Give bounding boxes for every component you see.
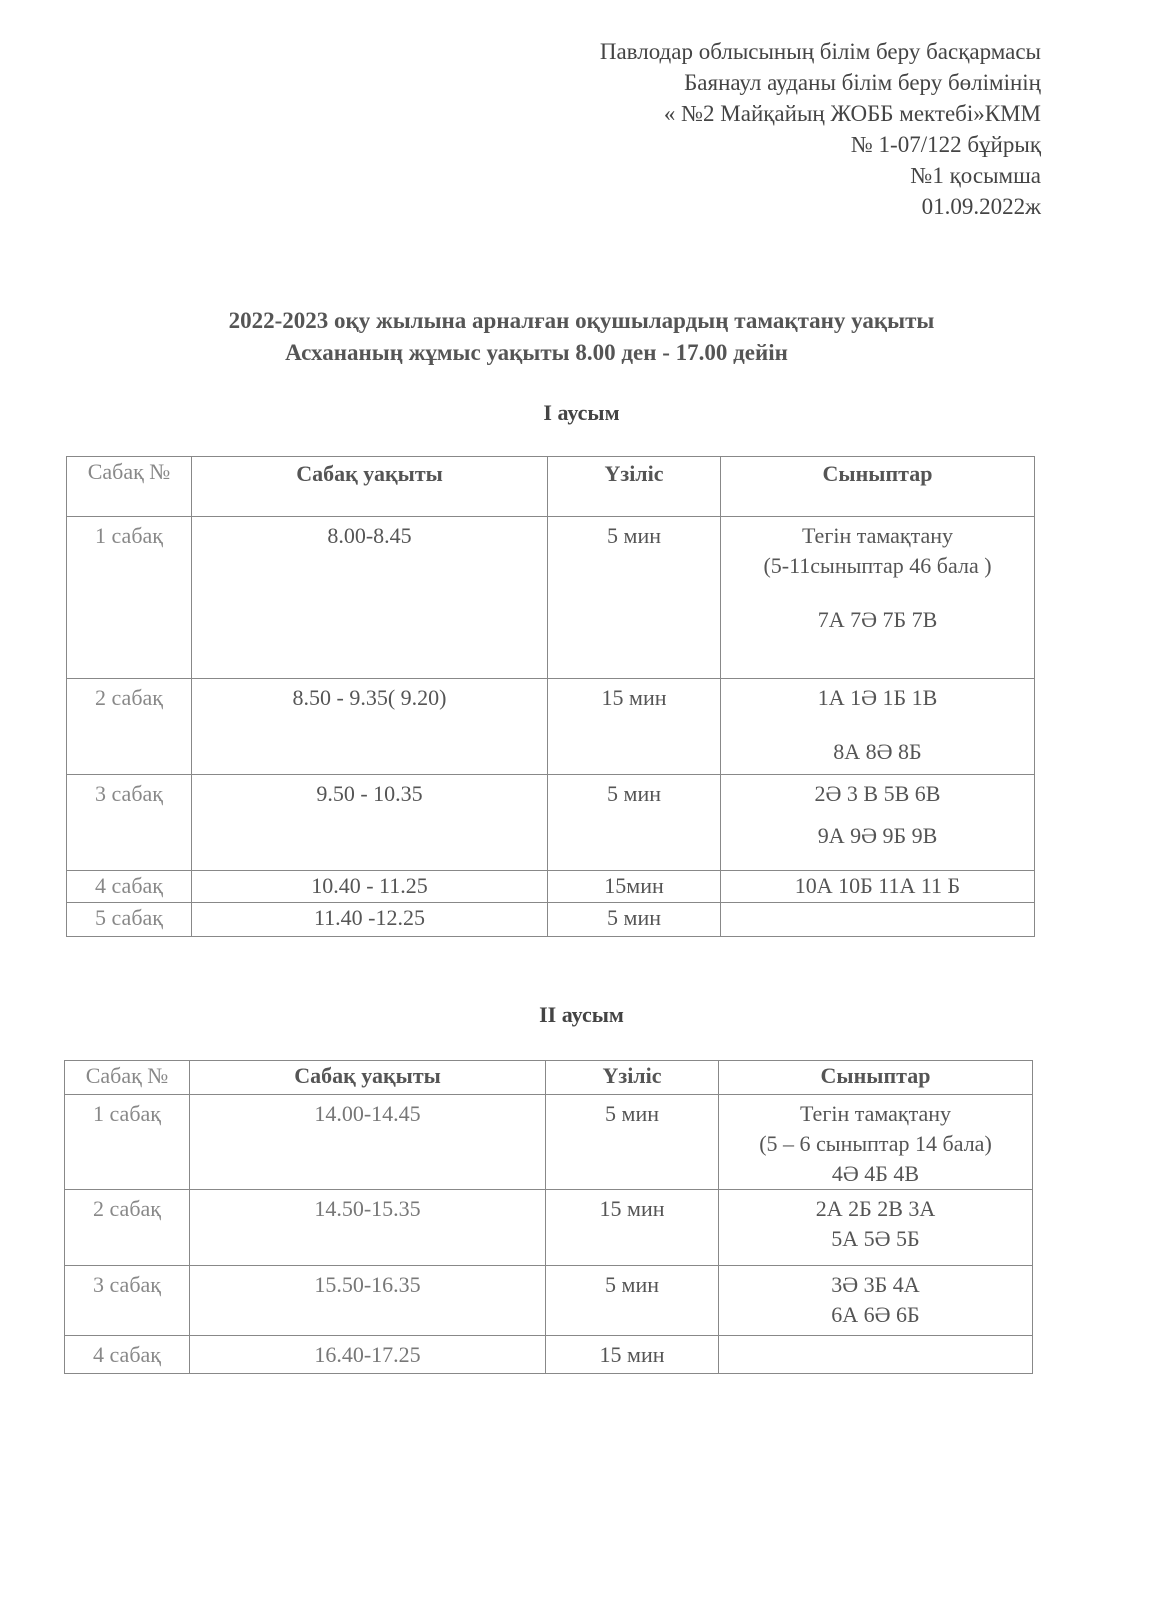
break-duration: 15 мин <box>546 1336 719 1374</box>
lesson-number: 1 сабақ <box>65 1095 190 1190</box>
break-duration: 5 мин <box>546 1266 719 1336</box>
classes-line: 5А 5Ә 5Б <box>831 1226 920 1251</box>
lesson-number: 5 сабақ <box>67 903 192 937</box>
header-line-ministry: Павлодар облысының білім беру басқармасы <box>599 39 1041 64</box>
lesson-time: 16.40-17.25 <box>190 1336 546 1374</box>
classes-line: Тегін тамақтану <box>801 523 954 548</box>
classes-line: 4Ә 4Б 4В <box>831 1161 920 1186</box>
col-header-time: Сабақ уақыты <box>192 457 548 517</box>
classes-line: 2А 2Б 2В 3А <box>815 1196 936 1221</box>
lesson-time: 10.40 - 11.25 <box>192 871 548 903</box>
shift1-title: I аусым <box>543 400 620 425</box>
classes-cell: 10А 10Б 11А 11 Б <box>721 871 1035 903</box>
table-row <box>67 871 1035 903</box>
classes-line: Тегін тамақтану <box>799 1101 952 1126</box>
document-title: 2022-2023 оқу жылына арналған оқушылардың тамақтану уақыты <box>228 308 935 333</box>
classes-cell <box>719 1336 1033 1374</box>
lesson-number: 2 сабақ <box>67 679 192 775</box>
classes-cell <box>721 775 1035 871</box>
header-line-appendix: №1 қосымша <box>910 163 1041 188</box>
break-duration: 15мин <box>548 871 721 903</box>
col-header-classes: Сыныптар <box>719 1061 1033 1095</box>
table-row <box>67 775 1035 871</box>
lesson-number: 1 сабақ <box>67 517 192 679</box>
lesson-time: 9.50 - 10.35 <box>192 775 548 871</box>
table-row <box>65 1336 1033 1374</box>
lesson-number: 4 сабақ <box>65 1336 190 1374</box>
classes-line: (5 – 6 сыныптар 14 бала) <box>759 1131 992 1156</box>
table-row <box>65 1266 1033 1336</box>
lesson-time: 14.00-14.45 <box>190 1095 546 1190</box>
shift2-header-row <box>65 1061 1033 1095</box>
classes-line: 1А 1Ә 1Б 1В <box>817 685 938 710</box>
classes-cell <box>721 517 1035 679</box>
classes-line: 2Ә 3 В 5В 6В <box>814 781 941 806</box>
col-header-lesson: Сабақ № <box>65 1061 190 1095</box>
break-duration: 5 мин <box>548 517 721 679</box>
col-header-break: Үзіліс <box>546 1061 719 1095</box>
classes-cell <box>721 903 1035 937</box>
header-line-order: № 1-07/122 бұйрық <box>850 132 1041 157</box>
shift2-title: II аусым <box>539 1002 624 1027</box>
document-header <box>600 36 1041 222</box>
table-row <box>65 1095 1033 1190</box>
classes-line: 8А 8Ә 8Б <box>833 739 922 764</box>
col-header-time: Сабақ уақыты <box>190 1061 546 1095</box>
classes-cell <box>719 1190 1033 1266</box>
break-duration: 5 мин <box>548 775 721 871</box>
classes-line: (5-11сыныптар 46 бала ) <box>763 553 992 578</box>
break-duration: 15 мин <box>546 1190 719 1266</box>
lesson-number: 3 сабақ <box>67 775 192 871</box>
lesson-time: 8.50 - 9.35( 9.20) <box>192 679 548 775</box>
classes-cell <box>721 679 1035 775</box>
lesson-time: 11.40 -12.25 <box>192 903 548 937</box>
col-header-classes: Сыныптар <box>721 457 1035 517</box>
shift1-header-row <box>67 457 1035 517</box>
classes-line: 3Ә 3Б 4А <box>831 1272 920 1297</box>
table-row <box>67 517 1035 679</box>
table-row <box>67 903 1035 937</box>
break-duration: 5 мин <box>546 1095 719 1190</box>
table-row <box>67 679 1035 775</box>
lesson-number: 4 сабақ <box>67 871 192 903</box>
lesson-number: 3 сабақ <box>65 1266 190 1336</box>
lesson-time: 15.50-16.35 <box>190 1266 546 1336</box>
header-line-school: « №2 Майқайың ЖОББ мектебі»КММ <box>663 101 1041 126</box>
lesson-time: 8.00-8.45 <box>192 517 548 679</box>
canteen-hours: Асхананың жұмыс уақыты 8.00 ден - 17.00 дейін <box>285 340 788 365</box>
header-line-date: 01.09.2022ж <box>921 194 1041 219</box>
break-duration: 5 мин <box>548 903 721 937</box>
shift2-table <box>64 1060 1033 1374</box>
lesson-number: 2 сабақ <box>65 1190 190 1266</box>
col-header-break: Үзіліс <box>548 457 721 517</box>
break-duration: 15 мин <box>548 679 721 775</box>
col-header-lesson: Сабақ № <box>67 457 192 517</box>
shift1-table <box>66 456 1035 937</box>
classes-line: 9А 9Ә 9Б 9В <box>817 823 938 848</box>
header-line-department: Баянаул ауданы білім беру бөлімінің <box>684 70 1041 95</box>
lesson-time: 14.50-15.35 <box>190 1190 546 1266</box>
classes-line: 6А 6Ә 6Б <box>831 1302 920 1327</box>
classes-cell <box>719 1095 1033 1190</box>
table-row <box>65 1190 1033 1266</box>
classes-line: 7А 7Ә 7Б 7В <box>817 607 938 632</box>
classes-cell <box>719 1266 1033 1336</box>
